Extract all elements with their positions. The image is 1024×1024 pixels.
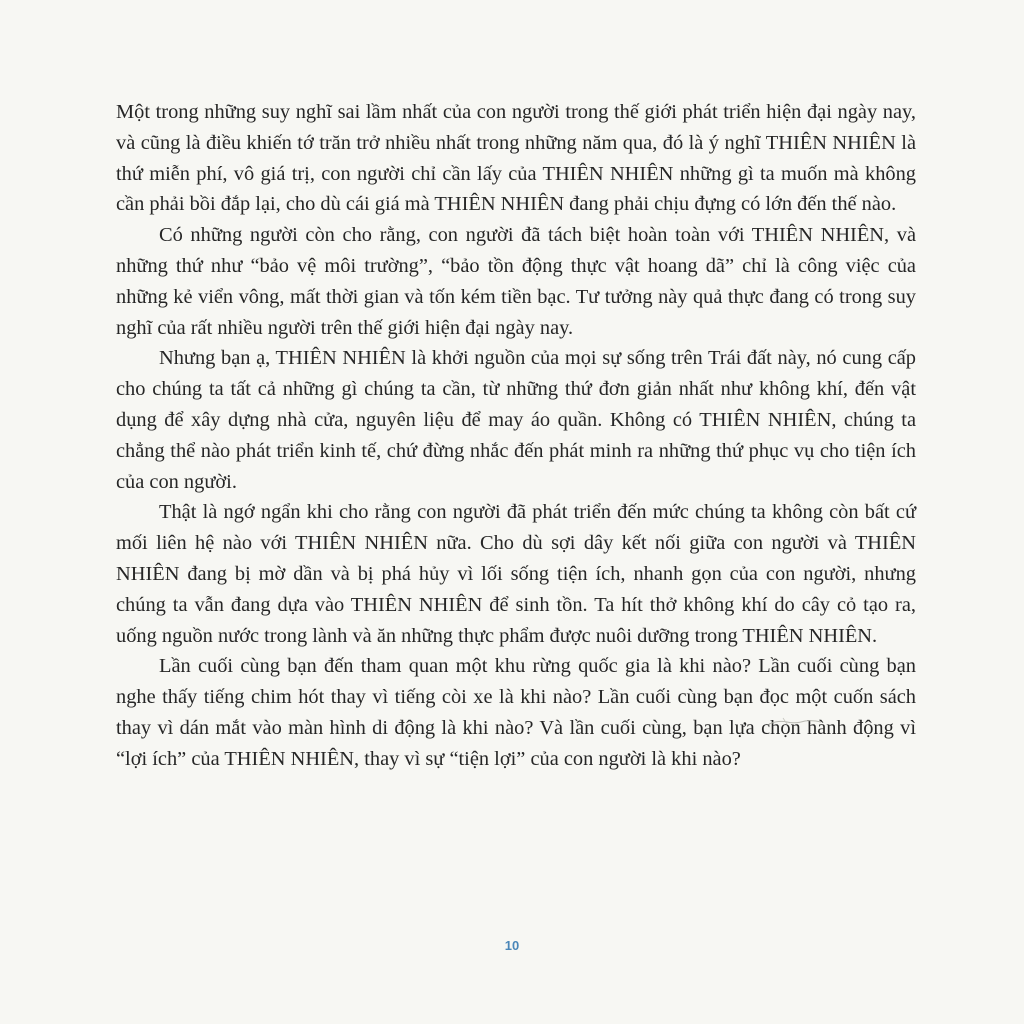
body-text: [116, 97, 916, 775]
paragraph-1: Một trong những suy nghĩ sai lầm nhất của con người trong thế giới phát triển hiện đại ngày nay, và cũng là điều khiến tớ trăn trở nhiều nhất trong những năm qua, đó là ý nghĩ THIÊN NHIÊN là thứ miễn phí, vô giá trị, con người chỉ cần lấy của THIÊN NHIÊN những gì ta muốn mà không cần phải bồi đắp lại, cho dù cái giá mà THIÊN NHIÊN đang phải chịu đựng có lớn đến thế nào.: [116, 101, 916, 216]
paragraph-3: Nhưng bạn ạ, THIÊN NHIÊN là khởi nguồn của mọi sự sống trên Trái đất này, nó cung cấp cho chúng ta tất cả những gì chúng ta cần, từ những thứ đơn giản nhất như không khí, đến vật dụng để xây dựng nhà cửa, nguyên liệu để may áo quần. Không có THIÊN NHIÊN, chúng ta chẳng thể nào phát triển kinh tế, chứ đừng nhắc đến phát minh ra những thứ phục vụ cho tiện ích của con người.: [116, 347, 916, 493]
paragraph-5: Lần cuối cùng bạn đến tham quan một khu rừng quốc gia là khi nào? Lần cuối cùng bạn nghe thấy tiếng chim hót thay vì tiếng còi xe là khi nào? Lần cuối cùng bạn đọc một cuốn sách thay vì dán mắt vào màn hình di động là khi nào? Và lần cuối cùng, bạn lựa chọn hành động vì “lợi ích” của THIÊN NHIÊN, thay vì sự “tiện lợi” của con người là khi nào?: [116, 655, 916, 770]
paragraph-4: Thật là ngớ ngẩn khi cho rằng con người đã phát triển đến mức chúng ta không còn bất cứ mối liên hệ nào với THIÊN NHIÊN nữa. Cho dù sợi dây kết nối giữa con người và THIÊN NHIÊN đang bị mờ dần và bị phá hủy vì lối sống tiện ích, nhanh gọn của con người, nhưng chúng ta vẫn đang dựa vào THIÊN NHIÊN để sinh tồn. Ta hít thở không khí do cây cỏ tạo ra, uống nguồn nước trong lành và ăn những thực phẩm được nuôi dưỡng trong THIÊN NHIÊN.: [116, 501, 916, 647]
pencil-scribble-mark: [765, 712, 825, 732]
page-number: 10: [504, 938, 520, 953]
paragraph-2: Có những người còn cho rằng, con người đã tách biệt hoàn toàn với THIÊN NHIÊN, và những thứ như “bảo vệ môi trường”, “bảo tồn động thực vật hoang dã” chỉ là công việc của những kẻ viển vông, mất thời gian và tốn kém tiền bạc. Tư tưởng này quả thực đang có trong suy nghĩ của rất nhiều người trên thế giới hiện đại ngày nay.: [116, 224, 916, 339]
